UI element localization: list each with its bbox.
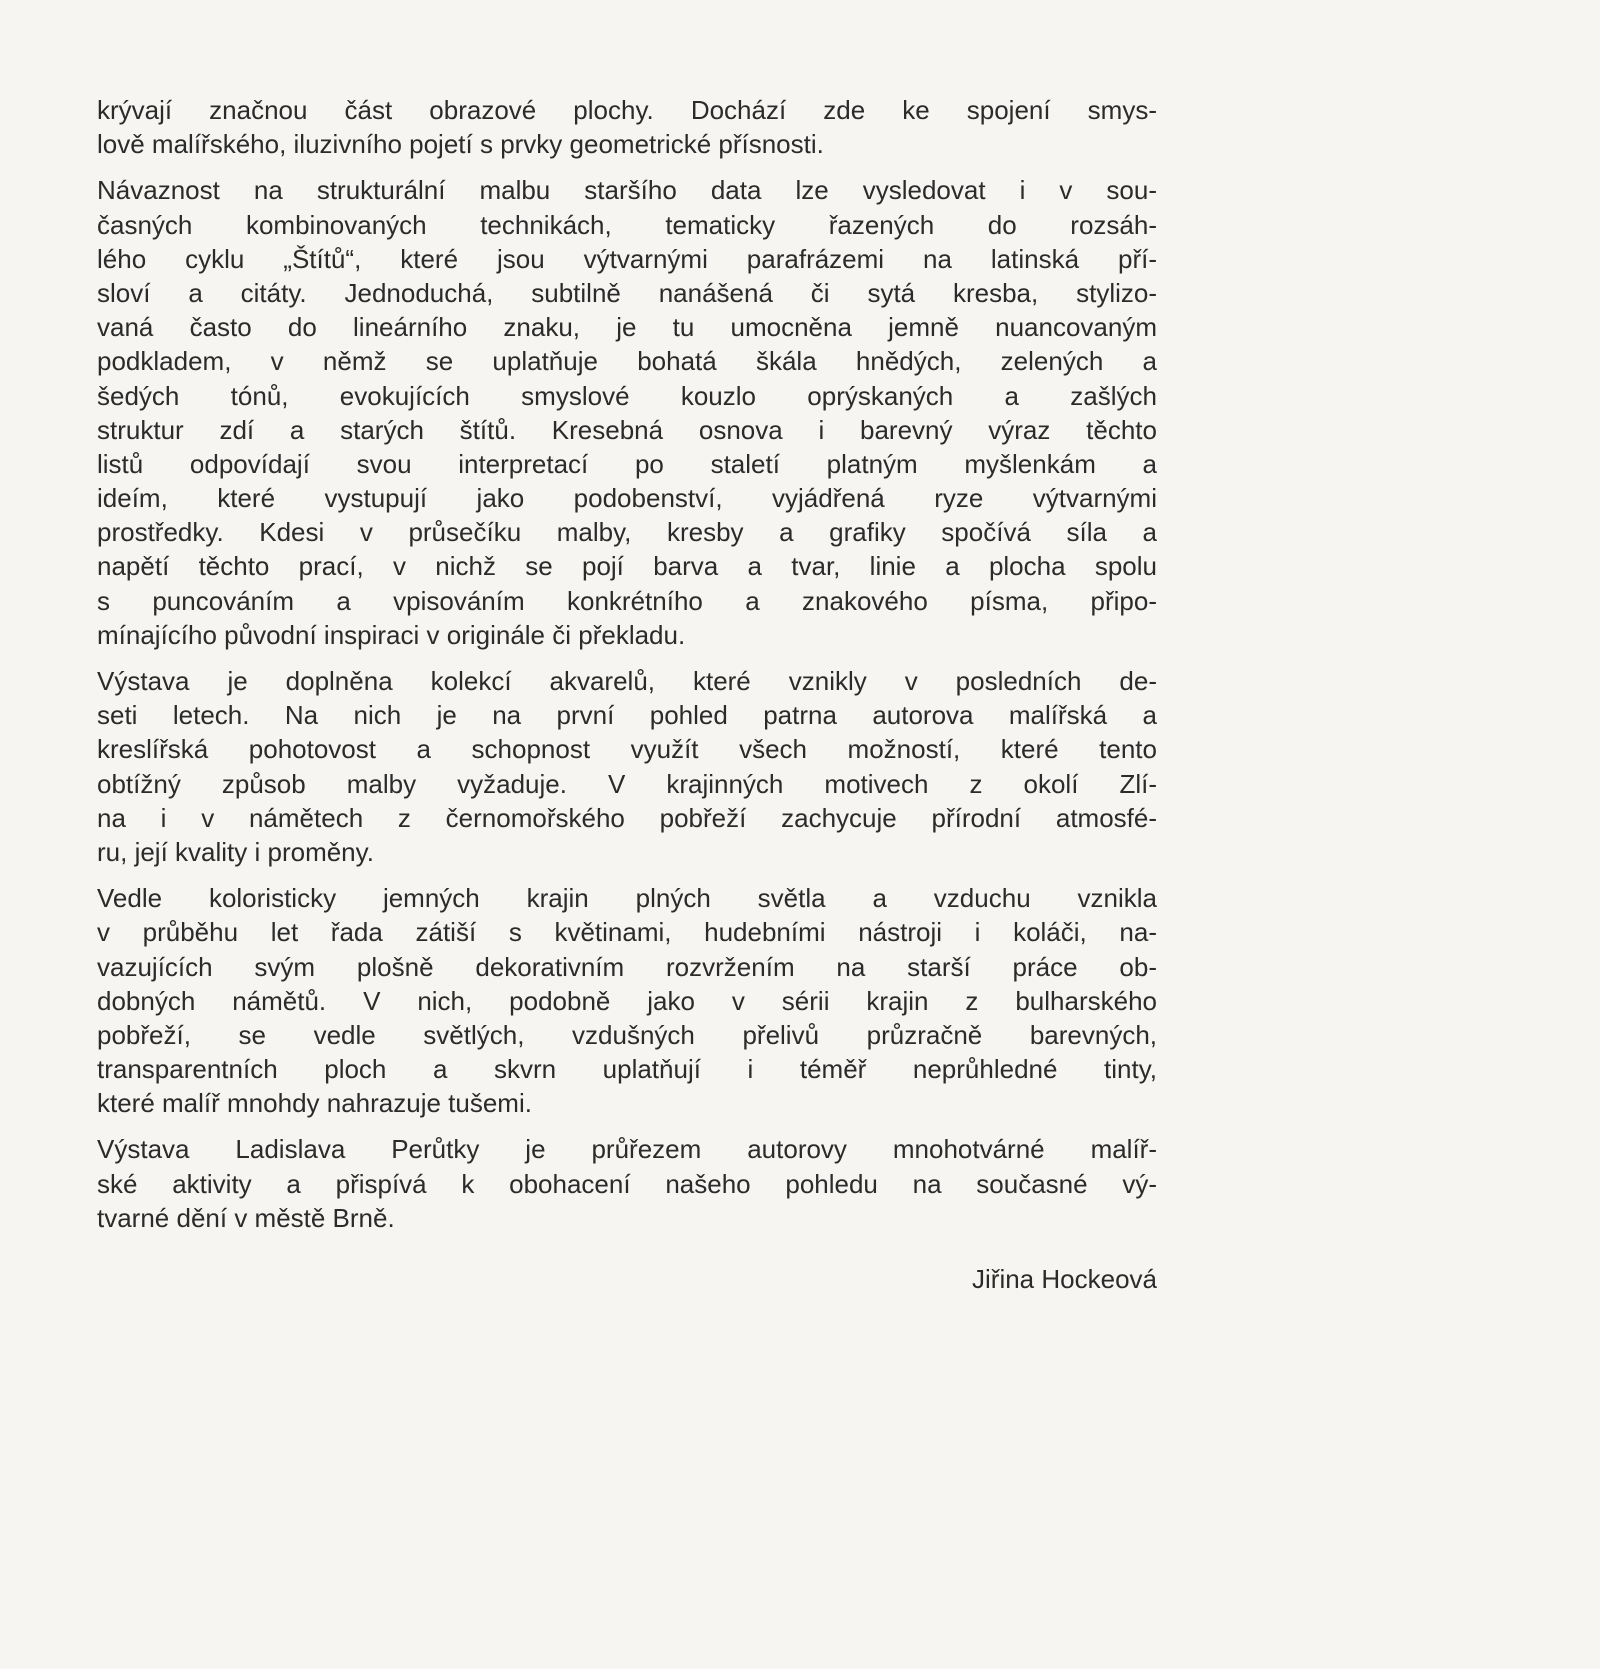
text-line: Výstava Ladislava Perůtky je průřezem autorovy mnohotvárné malíř- [97,1134,1157,1165]
text-line: ru, její kvality i proměny. [97,836,374,867]
text-line: které malíř mnohdy nahrazuje tušemi. [97,1088,532,1119]
text-line: transparentních ploch a skvrn uplatňují i téměř neprůhledné tinty, [97,1054,1157,1085]
text-line: tvarné dění v městě Brně. [97,1202,395,1233]
text-line: Výstava je doplněna kolekcí akvarelů, které vznikly v posledních de- [97,666,1157,696]
text-line: ské aktivity a přispívá k obohacení našeho pohledu na současné vý- [97,1168,1157,1199]
text-line: listů odpovídají svou interpretací po staletí platným myšlenkám a [97,448,1157,479]
article-text [97,93,1157,1247]
text-line: dobných námětů. V nich, podobně jako v sérii krajin z bulharského [97,985,1157,1016]
text-line: vazujících svým plošně dekorativním rozvržením na starší práce ob- [97,951,1157,982]
text-line: vaná často do lineárního znaku, je tu umocněna jemně nuancovaným [97,312,1157,343]
text-line: s puncováním a vpisováním konkrétního a znakového písma, připo- [97,585,1157,616]
text-line: sloví a citáty. Jednoduchá, subtilně nanášená či sytá kresba, stylizo- [97,277,1157,308]
text-line: struktur zdí a starých štítů. Kresebná osnova i barevný výraz těchto [97,414,1157,445]
text-line: lého cyklu „Štítů“, které jsou výtvarnými parafrázemi na latinská pří- [97,243,1157,274]
text-line: šedých tónů, evokujících smyslové kouzlo oprýskaných a zašlých [97,380,1157,411]
text-line: pobřeží, se vedle světlých, vzdušných přelivů průzračně barevných, [97,1019,1157,1050]
text-line: časných kombinovaných technikách, tematicky řazených do rozsáh- [97,209,1157,240]
text-line: Návaznost na strukturální malbu staršího data lze vysledovat i v sou- [97,175,1157,206]
paragraph [97,173,1157,652]
text-line: obtížný způsob malby vyžaduje. V krajinných motivech z okolí Zlí- [97,768,1157,799]
text-line: v průběhu let řada zátiší s květinami, hudebními nástroji i koláči, na- [97,917,1157,948]
author-signature: Jiřina Hockeová [972,1264,1157,1294]
paragraph [97,1132,1157,1235]
text-line: seti letech. Na nich je na první pohled patrna autorova malířská a [97,700,1157,731]
text-line: prostředky. Kdesi v průsečíku malby, kresby a grafiky spočívá síla a [97,517,1157,548]
text-line: ideím, které vystupují jako podobenství, vyjádřená ryze výtvarnými [97,483,1157,514]
text-line: napětí těchto prací, v nichž se pojí barva a tvar, linie a plocha spolu [97,551,1157,582]
text-line: krývají značnou část obrazové plochy. Dochází zde ke spojení smys- [97,95,1157,125]
text-line: lově malířského, iluzivního pojetí s prvky geometrické přísnosti. [97,129,824,160]
text-line: na i v námětech z černomořského pobřeží zachycuje přírodní atmosfé- [97,802,1157,833]
paragraph [97,881,1157,1120]
text-line: podkladem, v němž se uplatňuje bohatá škála hnědých, zelených a [97,346,1157,377]
text-line: mínajícího původní inspiraci v originále či překladu. [97,619,686,650]
text-line: kreslířská pohotovost a schopnost využít všech možností, které tento [97,734,1157,765]
paragraph [97,664,1157,869]
text-line: Vedle koloristicky jemných krajin plných světla a vzduchu vznikla [97,883,1157,914]
paragraph [97,93,1157,161]
